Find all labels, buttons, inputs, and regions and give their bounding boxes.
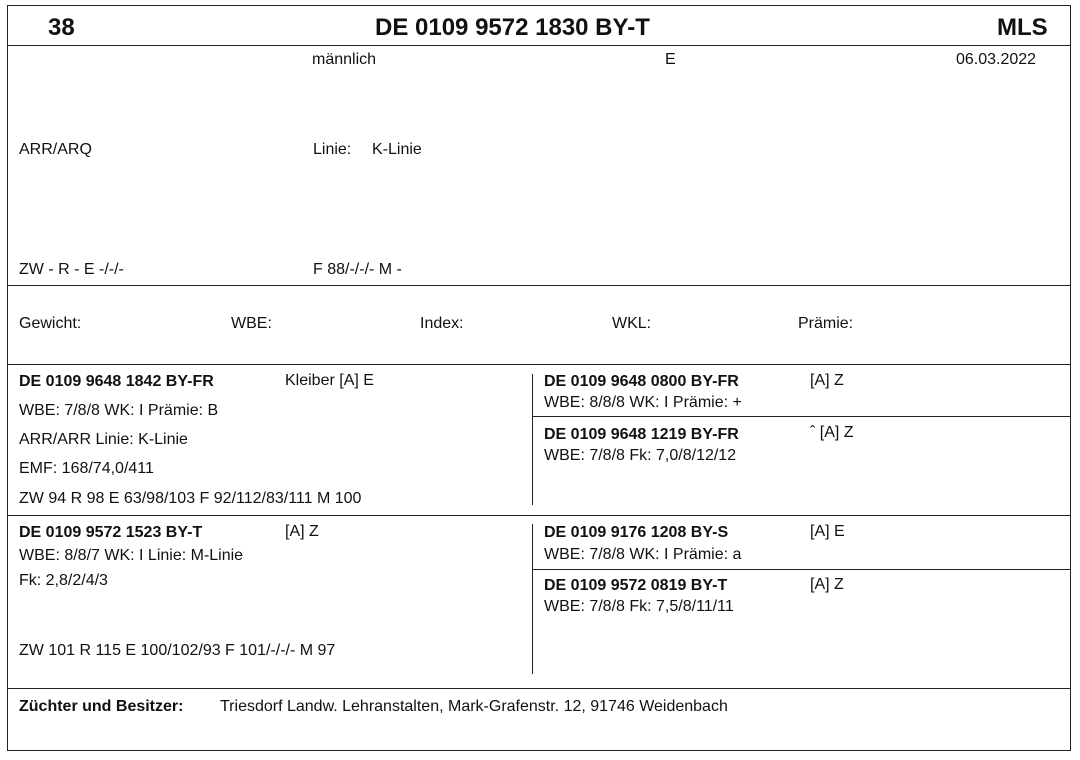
dam-dam-flags: [A] Z	[810, 576, 844, 593]
dam-sire-flags: [A] E	[810, 523, 845, 540]
ear-tag-title: DE 0109 9572 1830 BY-T	[375, 14, 650, 41]
wkl-label: WKL:	[612, 315, 652, 332]
sire-dam-id: DE 0109 9648 1219 BY-FR	[544, 426, 739, 443]
details-divider	[7, 285, 1071, 286]
breeding-values-left: ZW - R - E -/-/-	[19, 261, 124, 278]
wbe-label: WBE:	[231, 315, 272, 332]
dam-line-2: Fk: 2,8/2/4/3	[19, 572, 108, 589]
dam-dam-id: DE 0109 9572 0819 BY-T	[544, 577, 728, 594]
sire-line-4: ZW 94 R 98 E 63/98/103 F 92/112/83/111 M 100	[19, 490, 362, 507]
sex: männlich	[312, 51, 377, 68]
birth-date: 06.03.2022	[956, 51, 1037, 68]
line-label: Linie:	[313, 141, 352, 158]
header-divider	[7, 45, 1071, 46]
sire-dam-line-1: WBE: 7/8/8 Fk: 7,0/8/12/12	[544, 447, 737, 464]
sire-line-1: WBE: 7/8/8 WK: I Prämie: B	[19, 402, 219, 419]
sire-sire-flags: [A] Z	[810, 372, 844, 389]
breeder-divider	[7, 688, 1071, 689]
dam-line-1: WBE: 8/8/7 WK: I Linie: M-Linie	[19, 547, 244, 564]
dam-column-divider	[532, 524, 533, 674]
sire-line-2: ARR/ARR Linie: K-Linie	[19, 431, 188, 448]
sire-line-3: EMF: 168/74,0/411	[19, 460, 154, 477]
sire-name-flags: Kleiber [A] E	[285, 372, 374, 389]
sire-sire-line-1: WBE: 8/8/8 WK: I Prämie: +	[544, 394, 742, 411]
parents-divider	[7, 515, 1071, 516]
sire-sire-id: DE 0109 9648 0800 BY-FR	[544, 373, 739, 390]
sire-dam-flags: ˆ [A] Z	[810, 424, 854, 441]
dam-grandparents-divider	[533, 569, 1071, 570]
breeder-label: Züchter und Besitzer:	[19, 698, 184, 715]
sire-grandparents-divider	[533, 416, 1071, 417]
breeding-values-right: F 88/-/-/- M -	[313, 261, 402, 278]
catalog-number: 38	[48, 14, 75, 41]
type-code: E	[665, 51, 676, 68]
sire-id: DE 0109 9648 1842 BY-FR	[19, 373, 214, 390]
dam-line-3: ZW 101 R 115 E 100/102/93 F 101/-/-/- M 97	[19, 642, 336, 659]
sire-column-divider	[532, 374, 533, 505]
line-value: K-Linie	[372, 141, 422, 158]
dam-dam-line-1: WBE: 7/8/8 Fk: 7,5/8/11/11	[544, 598, 734, 615]
index-label: Index:	[420, 315, 464, 332]
dam-sire-id: DE 0109 9176 1208 BY-S	[544, 524, 729, 541]
breeder-value: Triesdorf Landw. Lehranstalten, Mark-Grafenstr. 12, 91746 Weidenbach	[220, 698, 728, 715]
dam-sire-line-1: WBE: 7/8/8 WK: I Prämie: a	[544, 546, 742, 563]
dam-id: DE 0109 9572 1523 BY-T	[19, 524, 203, 541]
dam-flags: [A] Z	[285, 523, 319, 540]
breed-code: MLS	[997, 14, 1048, 41]
metrics-divider	[7, 364, 1071, 365]
genotype: ARR/ARQ	[19, 141, 92, 158]
weight-label: Gewicht:	[19, 315, 82, 332]
praemie-label: Prämie:	[798, 315, 854, 332]
